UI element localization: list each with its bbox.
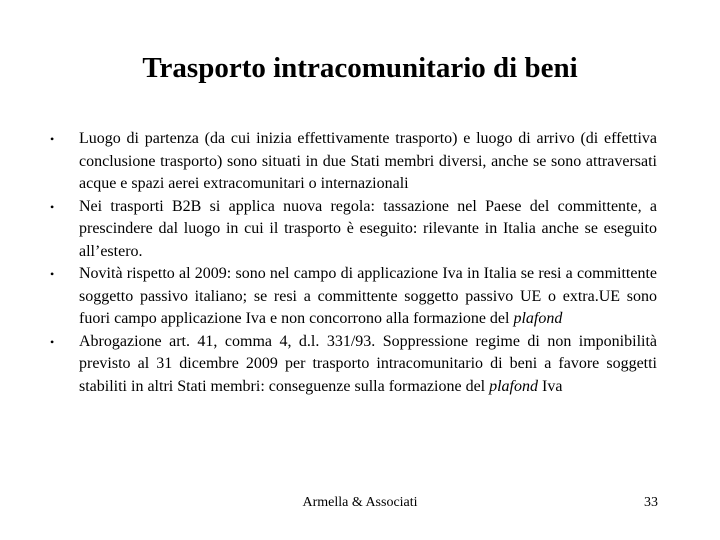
bullet-icon: • [50, 132, 55, 146]
bullet-item-trasporti-b2b [0, 196, 720, 264]
bullet-icon: • [50, 199, 55, 214]
bullet-text: Abrogazione art. 41, comma 4, d.l. 331/93. Soppressione regime di non imponibilità previsto al 31 dicembre 2009 per trasporto intracomunitario di beni a favore soggetti stabiliti in altri Stati membri: conseguenze sulla formazione del plafond Iva [79, 332, 657, 395]
bullet-text: Novità rispetto al 2009: sono nel campo di applicazione Iva in Italia se resi a committente soggetto passivo italiano; se resi a committente soggetto passivo UE o extra.UE sono fuori campo applicazione Iva e non concorrono alla formazione del plafond [79, 265, 657, 327]
footer-author: Armella & Associati [302, 495, 418, 510]
bullet-text: Nei trasporti B2B si applica nuova regola: tassazione nel Paese del committente, a prescindere dal luogo in cui il trasporto è eseguito: rilevante in Italia anche se eseguito all’estero. [79, 197, 657, 260]
bullet-item-luogo-partenza [0, 128, 720, 196]
bullet-icon: • [50, 334, 55, 349]
bullet-text: Luogo di partenza (da cui inizia effettivamente trasporto) e luogo di arrivo (di effettiva conclusione trasporto) sono situati in due Stati membri diversi, anche se sono attraversati acque e spazi aerei extracomunitari o internazionali [79, 130, 657, 192]
bullet-icon: • [50, 267, 55, 281]
page-number: 33 [644, 495, 658, 510]
slide-title: Trasporto intracomunitario di beni [142, 52, 578, 84]
bullet-item-abrogazione [0, 331, 720, 399]
bullet-item-novita-2009 [0, 263, 720, 331]
bullet-list [0, 128, 720, 398]
